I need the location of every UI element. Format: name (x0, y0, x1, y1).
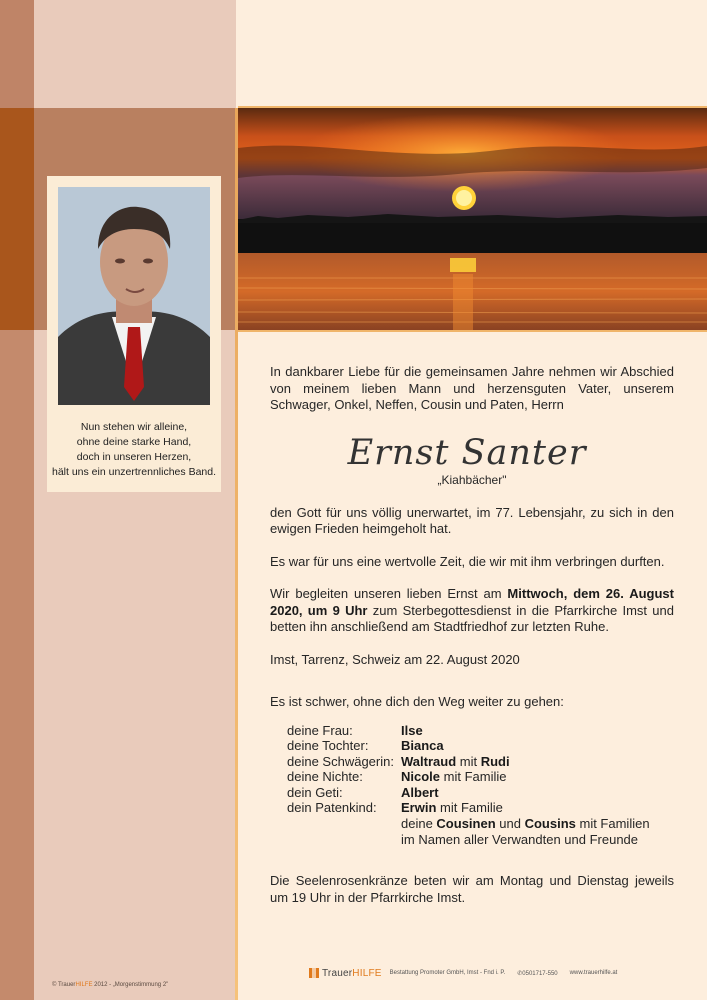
brand-accent: HILFE (352, 967, 382, 979)
relative-name: Cousins (524, 816, 576, 832)
relative-row (287, 832, 674, 848)
footer-copyright (52, 982, 168, 988)
phone-number: ✆0501717-550 (517, 970, 558, 977)
relative-name: Bianca (401, 738, 444, 754)
closing-line: im Namen aller Verwandten und Freunde (401, 831, 639, 847)
relative-join: mit (456, 753, 481, 769)
cousins-prefix: deine (401, 816, 437, 832)
relatives-list (287, 723, 674, 848)
relative-row (287, 785, 674, 801)
deceased-nickname: „Kiahbächer" (437, 472, 507, 487)
relative-role: dein Geti: (287, 784, 343, 800)
portrait-photo (58, 187, 210, 405)
brown-band-left (0, 108, 34, 330)
relative-name: Ilse (401, 722, 423, 738)
footer-brand (309, 966, 679, 980)
copyright-prefix: © Trauer (52, 982, 76, 988)
death-paragraph: den Gott für uns völlig unerwartet, im 77. Lebensjahr, zu sich in den ewigen Frieden heimgeholt hat. (270, 504, 674, 536)
relative-role: deine Schwägerin: (287, 753, 394, 769)
relative-row (287, 738, 674, 754)
intro-paragraph: In dankbarer Liebe für die gemeinsamen Jahre nehmen wir Abschied von meinem lieben Mann und herzensguten Vater, unserem Schwager, Onkel, Neffen, Cousin und Paten, Herrn (270, 364, 674, 412)
poem-line: hält uns ein unzertrennliches Band. (51, 466, 217, 478)
relative-suffix: mit Familie (436, 800, 503, 816)
company-name: Bestattung Promoter GmbH, Imst - Fnd i. P. (389, 970, 506, 976)
relative-row (287, 816, 674, 832)
relative-row (287, 800, 674, 816)
copyright-accent: HILFE (75, 982, 93, 988)
deceased-name: Ernst Santer (347, 432, 587, 473)
relative-name: Rudi (480, 753, 510, 769)
website-link[interactable]: www.trauerhilfe.at (569, 970, 618, 976)
obituary-text (270, 364, 674, 906)
cousins-mid: und (495, 816, 525, 832)
relative-name: Cousinen (436, 816, 496, 832)
poem-line: ohne deine starke Hand, (76, 436, 192, 448)
sunset-image (238, 108, 707, 330)
memory-paragraph: Es war für uns eine wertvolle Zeit, die wir mit ihm verbringen durften. (270, 553, 665, 569)
relative-role: deine Nichte: (287, 769, 363, 785)
rosary-paragraph: Die Seelenrosenkränze beten wir am Montag und Dienstag jeweils um 19 Uhr in der Pfarrkirche Imst. (270, 873, 674, 905)
trauerhilfe-logo-icon (309, 968, 319, 978)
poem-line: doch in unseren Herzen, (76, 451, 192, 463)
relatives-intro: Es ist schwer, ohne dich den Weg weiter zu gehen: (270, 694, 564, 709)
place-date: Imst, Tarrenz, Schweiz am 22. August 2020 (270, 651, 520, 667)
brand-logo-text (322, 968, 382, 979)
relative-row (287, 769, 674, 785)
funeral-paragraph (270, 586, 674, 636)
funeral-date: Mittwoch, dem 26. August 2020, um 9 Uhr (270, 586, 674, 618)
funeral-text-1: Wir begleiten unseren lieben Ernst am (270, 586, 508, 601)
relative-name: Nicole (401, 769, 441, 785)
relative-row (287, 754, 674, 770)
brand-main: Trauer (322, 967, 353, 979)
relative-name: Albert (401, 784, 439, 800)
top-left-band (0, 0, 34, 108)
cousins-suffix: mit Familien (575, 816, 650, 832)
relative-name: Waltraud (401, 753, 457, 769)
photo-card (47, 176, 221, 492)
relative-role: dein Patenkind: (287, 800, 377, 816)
relative-role: deine Frau: (287, 722, 353, 738)
relative-suffix: mit Familie (440, 769, 507, 785)
poem-line: Nun stehen wir alleine, (80, 421, 188, 433)
image-bottom-rule (238, 330, 707, 332)
funeral-text-2: zum Sterbegottesdienst in die Pfarrkirche Imst und betten ihn anschließend am Stadtfriedhof zur letzten Ruhe. (270, 602, 674, 634)
copyright-suffix: 2012 - „Morgenstimmung 2" (92, 982, 169, 988)
memorial-poem (47, 420, 221, 480)
relative-row (287, 723, 674, 739)
deceased-name-block (270, 432, 674, 487)
relative-name: Erwin (401, 800, 437, 816)
relative-role: deine Tochter: (287, 738, 369, 754)
